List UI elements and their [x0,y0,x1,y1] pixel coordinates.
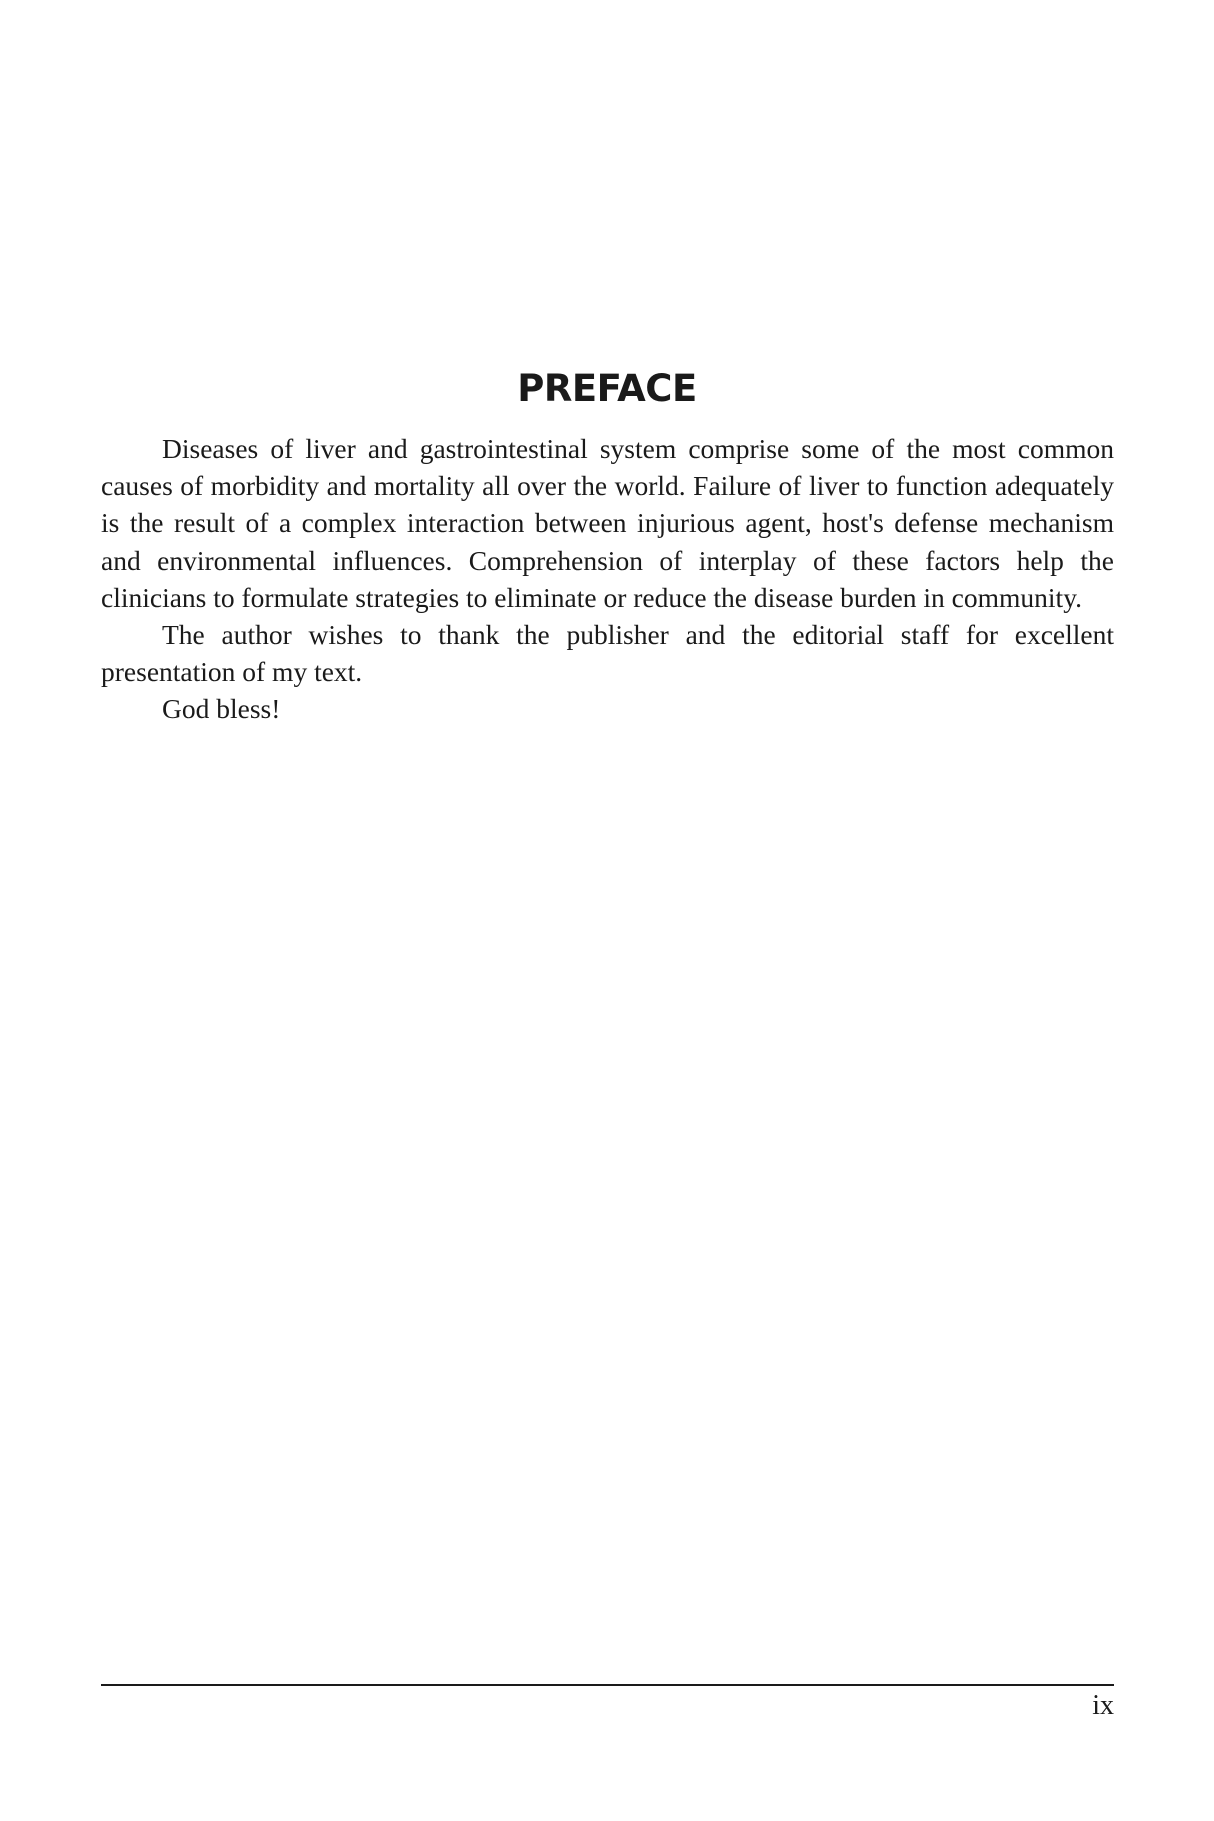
preface-body [101,430,1114,728]
paragraph-intro: Diseases of liver and gastrointestinal system comprise some of the most common causes of morbidity and mortality all over the world. Failure of liver to function adequately is the result of a complex interaction between injurious agent, host's defense mechanism and environmental influences. Comprehension of interplay of these factors help the clinicians to formulate strategies to eliminate or reduce the disease burden in community. [101,433,1114,613]
page-number: ix [1092,1690,1114,1721]
page-title: PREFACE [517,367,697,410]
paragraph-closing: God bless! [162,693,281,725]
paragraph-acknowledgement: The author wishes to thank the publisher and the editorial staff for excellent presentation of my text. [101,619,1114,688]
footer-rule [101,1684,1114,1686]
